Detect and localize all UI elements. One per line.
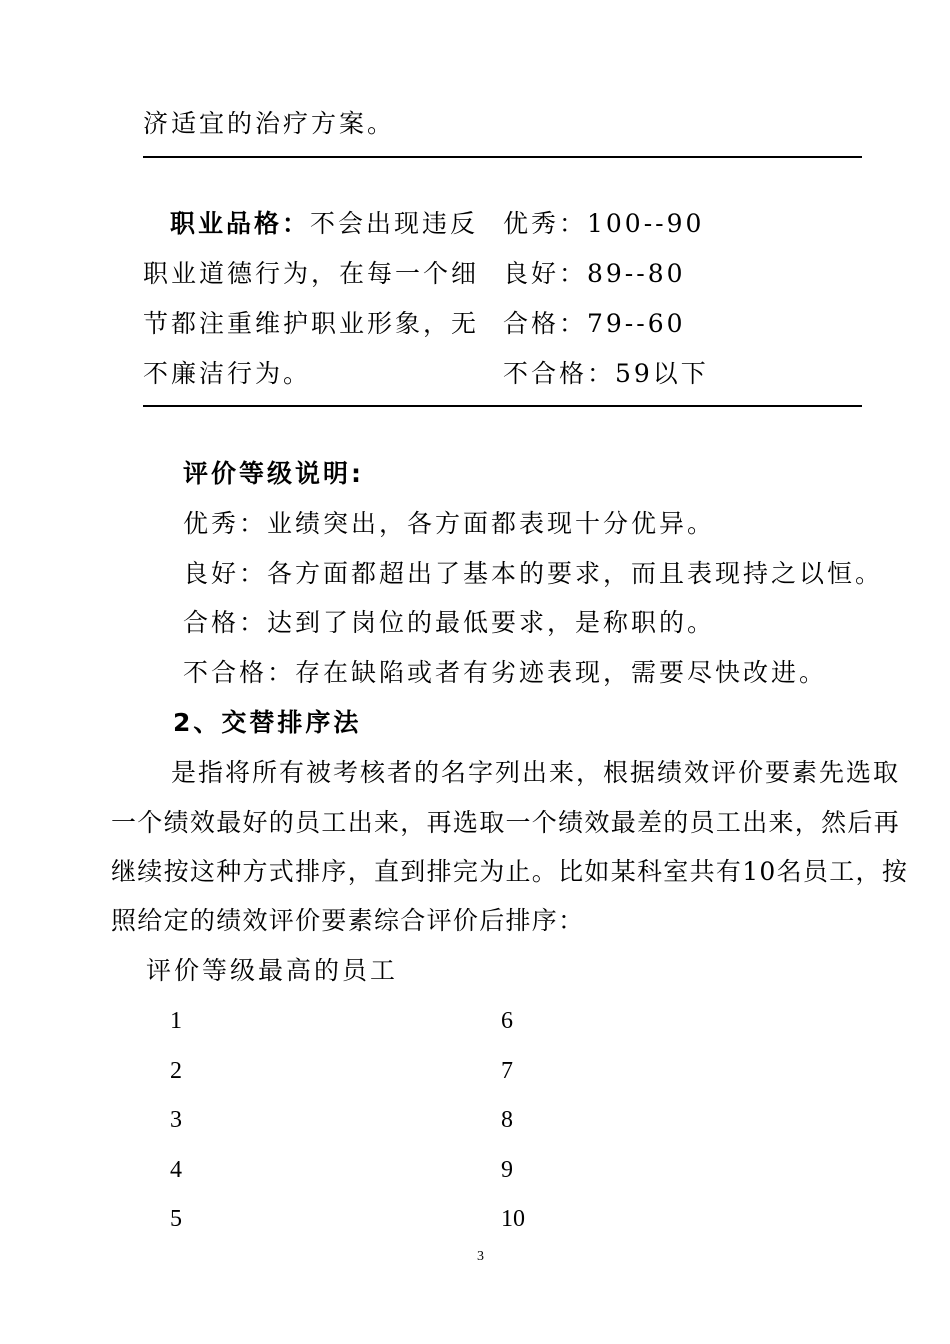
explanation-item: 合格：达到了岗位的最低要求，是称职的。 [183, 608, 716, 637]
criterion-text: 节都注重维护职业形象，无 [143, 309, 480, 338]
text-line: 济适宜的治疗方案。 [143, 109, 396, 138]
criterion-text: 不廉洁行为。 [143, 359, 312, 388]
grade-range: 合格：79--60 [503, 309, 686, 338]
rank-number: 8 [501, 1107, 513, 1133]
criterion-text: 不会出现违反 [310, 209, 479, 238]
criterion-heading: 职业品格 [170, 209, 283, 238]
paragraph-line: 继续按这种方式排序，直到排完为止。比如某科室共有10名员工，按 [111, 857, 909, 886]
paragraph-line: 照给定的绩效评价要素综合评价后排序： [111, 906, 585, 935]
grade-range: 不合格：59以下 [503, 359, 709, 388]
paragraph-line: 一个绩效最好的员工出来，再选取一个绩效最差的员工出来，然后再 [111, 808, 901, 837]
paragraph-line: 是指将所有被考核者的名字列出来，根据绩效评价要素先选取 [171, 758, 901, 787]
rank-number: 4 [170, 1157, 182, 1183]
rank-number: 10 [501, 1206, 525, 1232]
rank-number: 3 [170, 1107, 182, 1133]
rank-number: 7 [501, 1058, 513, 1084]
rank-number: 2 [170, 1058, 182, 1084]
rank-number: 9 [501, 1157, 513, 1183]
table-rule [143, 156, 862, 158]
table-cell-criterion [170, 209, 478, 239]
ranking-label: 评价等级最高的员工 [146, 956, 399, 985]
criterion-text: 职业道德行为，在每一个细 [143, 259, 480, 288]
grade-range: 良好：89--80 [503, 259, 686, 288]
criterion-colon: ： [282, 209, 311, 238]
explanation-title: 评价等级说明: [183, 459, 364, 488]
page-number: 3 [477, 1249, 484, 1264]
rank-number: 5 [170, 1206, 182, 1232]
explanation-item: 优秀：业绩突出，各方面都表现十分优异。 [183, 509, 716, 538]
table-rule [143, 405, 862, 407]
section-heading: 2、交替排序法 [173, 708, 362, 737]
explanation-item: 不合格：存在缺陷或者有劣迹表现，需要尽快改进。 [183, 658, 828, 687]
rank-number: 1 [170, 1008, 182, 1034]
explanation-item: 良好：各方面都超出了基本的要求，而且表现持之以恒。 [183, 559, 884, 588]
grade-range: 优秀：100--90 [503, 209, 705, 238]
rank-number: 6 [501, 1008, 513, 1034]
